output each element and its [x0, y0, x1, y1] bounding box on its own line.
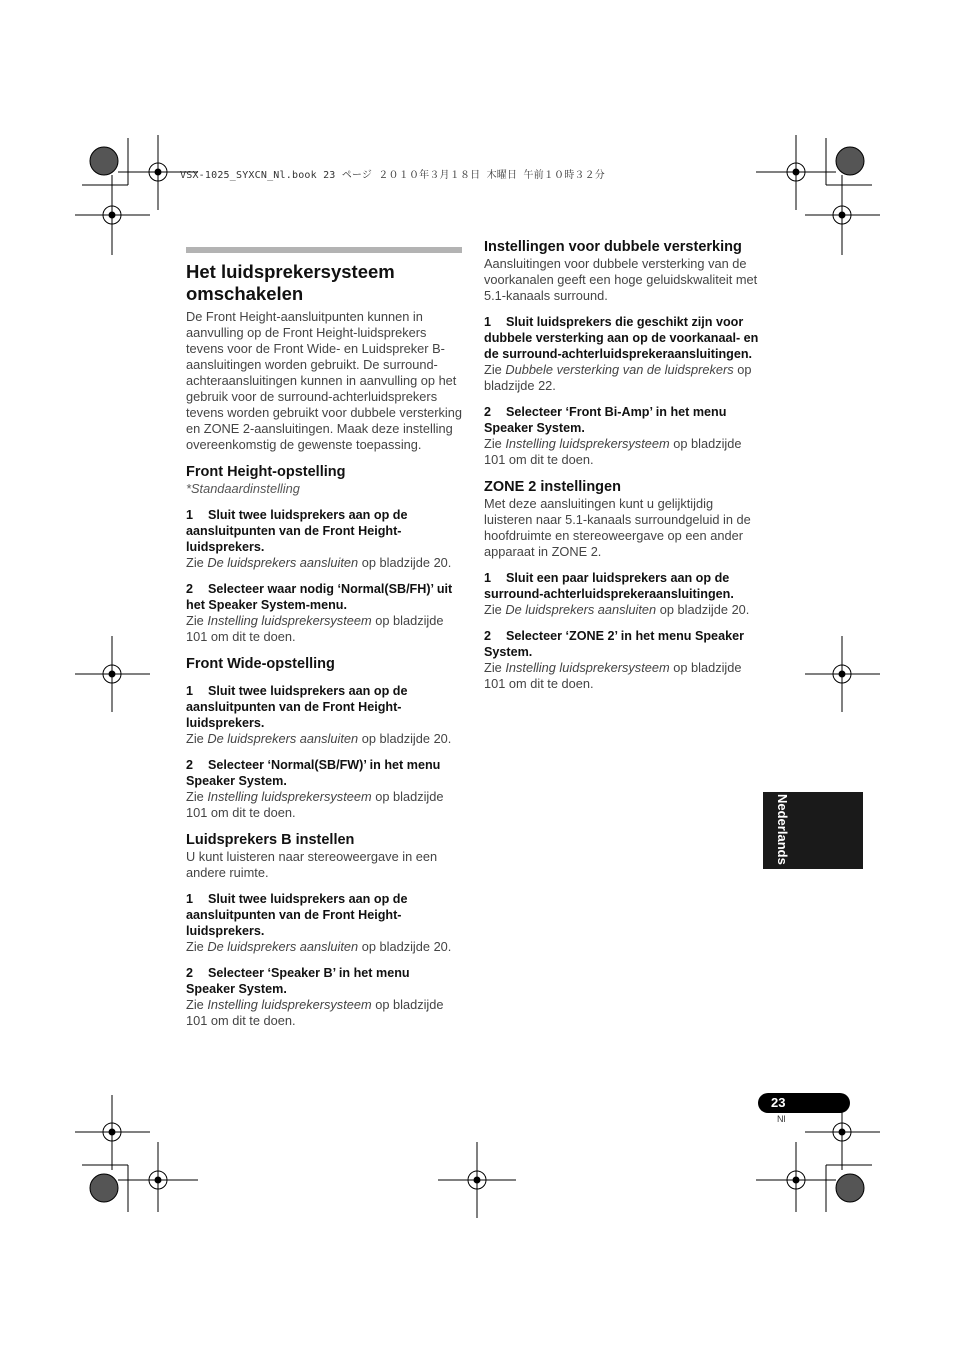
- step-number: 2: [186, 582, 194, 596]
- front-height-heading: Front Height-opstelling: [186, 464, 346, 480]
- section-title-line2: omschakelen: [186, 283, 304, 304]
- step-title: Sluit een paar luidsprekers aan op de surround-achterluidsprekeraansluitingen.: [484, 571, 734, 601]
- language-tab-label: Nederlands: [775, 794, 790, 865]
- biamp-intro: Aansluitingen voor dubbele versterking van de voorkanalen geeft een hoge geluidskwaliteit met 5.1-kanaals surround.: [484, 256, 758, 303]
- step-title: Sluit luidsprekers die geschikt zijn voor dubbele versterking aan op de voorkanaal- en de surround-achterluidsprekeraansluitingen.: [484, 315, 759, 361]
- step-title: Selecteer waar nodig ‘Normal(SB/FH)’ uit het Speaker System-menu.: [186, 582, 453, 612]
- step-reference: Zie Instelling luidsprekersysteem op bladzijde 101 om dit te doen.: [484, 436, 742, 467]
- step-title: Selecteer ‘Front Bi-Amp’ in het menu Speaker System.: [484, 405, 727, 435]
- step-reference: Zie Dubbele versterking van de luidsprekers op bladzijde 22.: [484, 362, 752, 393]
- step-reference: Zie De luidsprekers aansluiten op bladzijde 20.: [186, 939, 452, 954]
- right-column: [484, 238, 760, 692]
- step-reference: Zie De luidsprekers aansluiten op bladzijde 20.: [484, 602, 750, 617]
- step: [186, 683, 462, 747]
- step-title: Sluit twee luidsprekers aan op de aansluitpunten van de Front Height-luidsprekers.: [186, 684, 408, 730]
- section-title-line1: Het luidsprekersysteem: [186, 261, 395, 282]
- step-reference: Zie De luidsprekers aansluiten op bladzijde 20.: [186, 731, 452, 746]
- step-number: 1: [484, 315, 492, 329]
- section-intro: De Front Height-aansluitpunten kunnen in aanvulling op de Front Height-luidsprekers tevens voor de Front Wide- en Luidspreker B-aansluitingen worden gebruikt. De surround-achteraansluitingen kunnen in aanvulling op het gebruik voor de surround-achterluidsprekers tevens worden gebruikt voor dubbele versterking en ZONE 2-aansluitingen. Maak deze instelling overeenkomstig de gewenste toepassing.: [186, 309, 463, 452]
- step: [186, 891, 462, 955]
- zone2-heading: ZONE 2 instellingen: [484, 479, 621, 495]
- step: [484, 314, 760, 394]
- section-rule: [186, 247, 462, 253]
- step: [484, 628, 760, 692]
- step-number: 1: [484, 571, 492, 585]
- step: [186, 581, 462, 645]
- step-number: 2: [186, 966, 194, 980]
- step-number: 2: [186, 758, 194, 772]
- step: [484, 404, 760, 468]
- speakers-b-heading: Luidsprekers B instellen: [186, 832, 355, 848]
- step-title: Selecteer ‘ZONE 2’ in het menu Speaker System.: [484, 629, 744, 659]
- step-reference: Zie Instelling luidsprekersysteem op bladzijde 101 om dit te doen.: [186, 997, 444, 1028]
- step-reference: Zie Instelling luidsprekersysteem op bladzijde 101 om dit te doen.: [484, 660, 742, 691]
- left-column: [186, 247, 462, 1029]
- step-number: 1: [186, 508, 194, 522]
- step: [186, 507, 462, 571]
- language-tab: [763, 792, 863, 869]
- step: [484, 570, 760, 618]
- default-setting-note: *Standaardinstelling: [186, 481, 300, 496]
- print-header: VSX-1025_SYXCN_Nl.book 23 ページ ２０１０年３月１８日 木曜日 午前１０時３２分: [180, 170, 605, 181]
- biamp-heading: Instellingen voor dubbele versterking: [484, 239, 742, 255]
- front-wide-heading: Front Wide-opstelling: [186, 656, 335, 672]
- step-title: Selecteer ‘Normal(SB/FW)’ in het menu Speaker System.: [186, 758, 441, 788]
- step-number: 2: [484, 405, 492, 419]
- step: [186, 965, 462, 1029]
- step-title: Sluit twee luidsprekers aan op de aansluitpunten van de Front Height-luidsprekers.: [186, 508, 408, 554]
- page-number-badge: [758, 1093, 850, 1113]
- step: [186, 757, 462, 821]
- page-number: 23: [771, 1095, 786, 1110]
- step-reference: Zie De luidsprekers aansluiten op bladzijde 20.: [186, 555, 452, 570]
- step-number: 1: [186, 684, 194, 698]
- step-reference: Zie Instelling luidsprekersysteem op bladzijde 101 om dit te doen.: [186, 789, 444, 820]
- page-language-code: Nl: [777, 1114, 786, 1124]
- speakers-b-intro: U kunt luisteren naar stereoweergave in een andere ruimte.: [186, 849, 438, 880]
- step-reference: Zie Instelling luidsprekersysteem op bladzijde 101 om dit te doen.: [186, 613, 444, 644]
- step-number: 2: [484, 629, 492, 643]
- step-number: 1: [186, 892, 194, 906]
- step-title: Sluit twee luidsprekers aan op de aansluitpunten van de Front Height-luidsprekers.: [186, 892, 408, 938]
- step-title: Selecteer ‘Speaker B’ in het menu Speaker System.: [186, 966, 410, 996]
- section-title: [186, 261, 462, 305]
- zone2-intro: Met deze aansluitingen kunt u gelijktijdig luisteren naar 5.1-kanaals surroundgeluid in de hoofdruimte en stereoweergave op een ander apparaat in ZONE 2.: [484, 496, 751, 559]
